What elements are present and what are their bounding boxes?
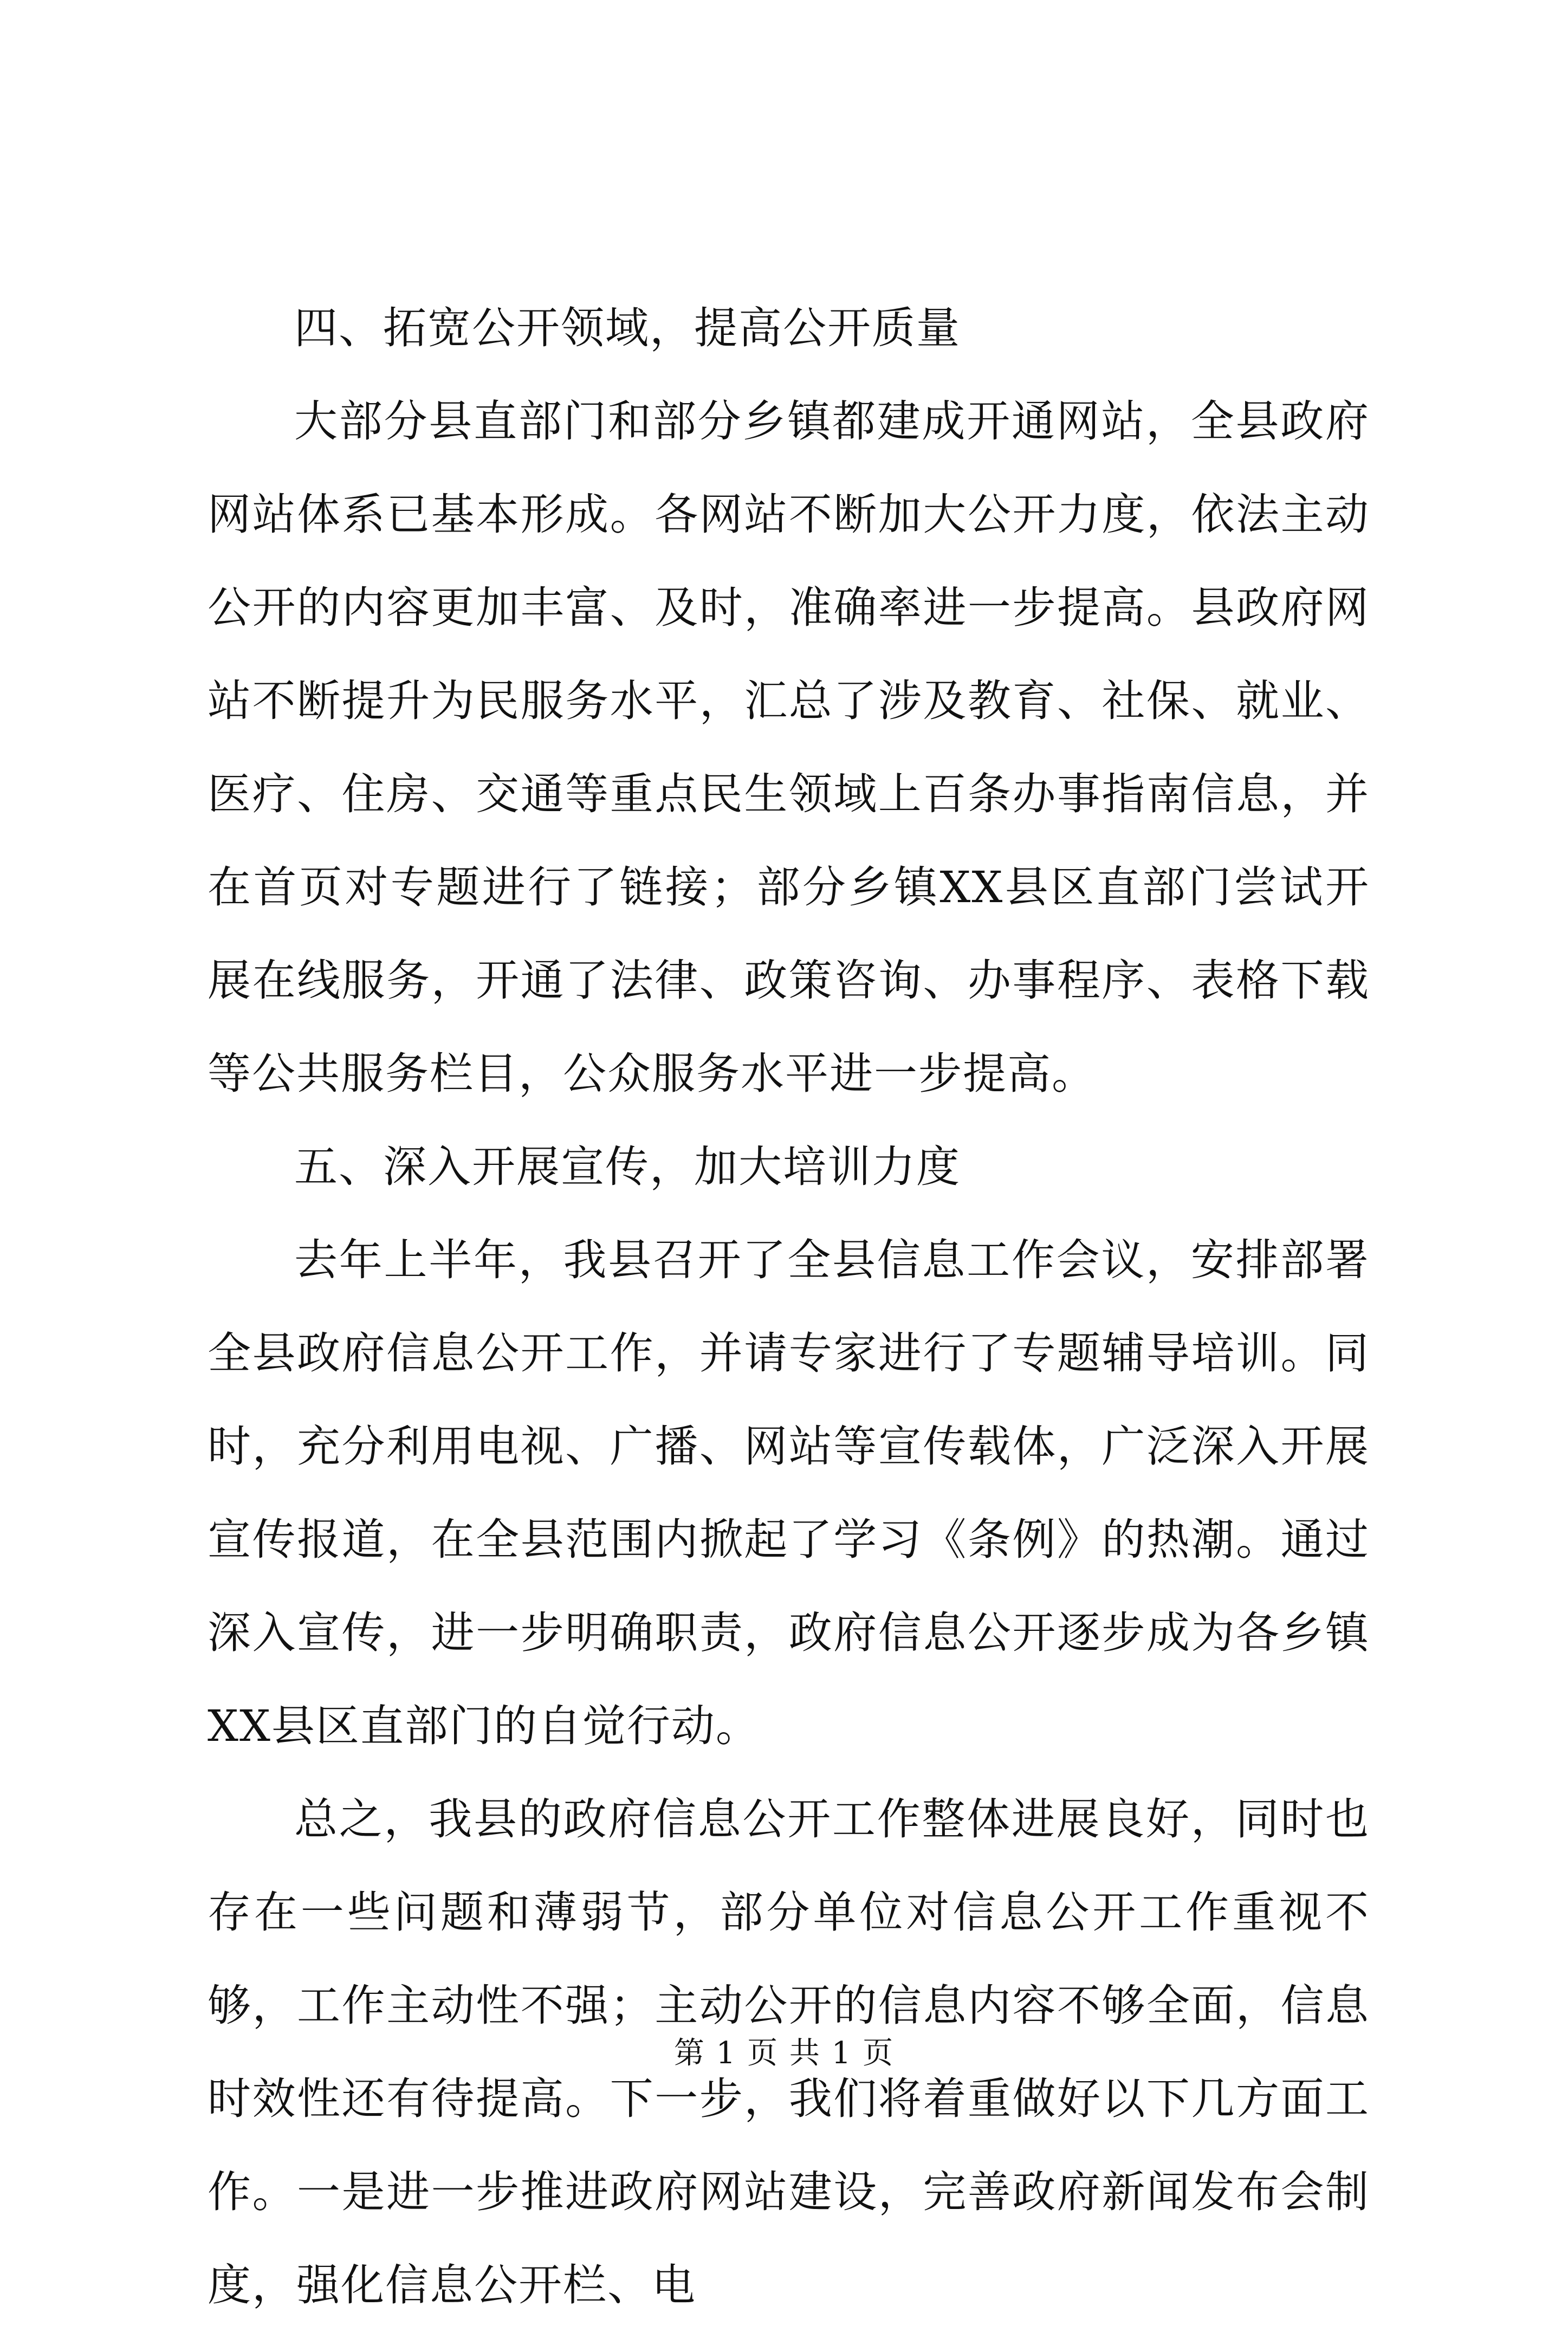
body-paragraph-2: 去年上半年，我县召开了全县信息工作会议，安排部署全县政府信息公开工作，并请专家进行了专题辅导培训。同时，充分利用电视、广播、网站等宣传载体，广泛深入开展宣传报道，在全县范围内掀起了学习《条例》的热潮。通过深入宣传，进一步明确职责，政府信息公开逐步成为各乡镇XX县区直部门的自觉行动。 xyxy=(208,1235,1370,1751)
page-footer: 第 1 页 共 1 页 xyxy=(673,2036,895,2071)
body-paragraph-1: 大部分县直部门和部分乡镇都建成开通网站，全县政府网站体系已基本形成。各网站不断加大公开力度，依法主动公开的内容更加丰富、及时，准确率进一步提高。县政府网站不断提升为民服务水平，汇总了涉及教育、社保、就业、医疗、住房、交通等重点民生领域上百条办事指南信息，并在首页对专题进行了链接；部分乡镇XX县区直部门尝试开展在线服务，开通了法律、政策咨询、办事程序、表格下载等公共服务栏目，公众服务水平进一步提高。 xyxy=(208,396,1370,1099)
section-heading-4: 四、拓宽公开领域，提高公开质量 xyxy=(294,303,961,353)
document-body xyxy=(208,282,1370,2332)
body-paragraph-3: 总之，我县的政府信息公开工作整体进展良好，同时也存在一些问题和薄弱节，部分单位对信息公开工作重视不够，工作主动性不强；主动公开的信息内容不够全面，信息时效性还有待提高。下一步，我们将着重做好以下几方面工作。一是进一步推进政府网站建设，完善政府新闻发布会制度，强化信息公开栏、电 xyxy=(208,1794,1370,2310)
section-heading-5: 五、深入开展宣传，加大培训力度 xyxy=(294,1142,961,1192)
